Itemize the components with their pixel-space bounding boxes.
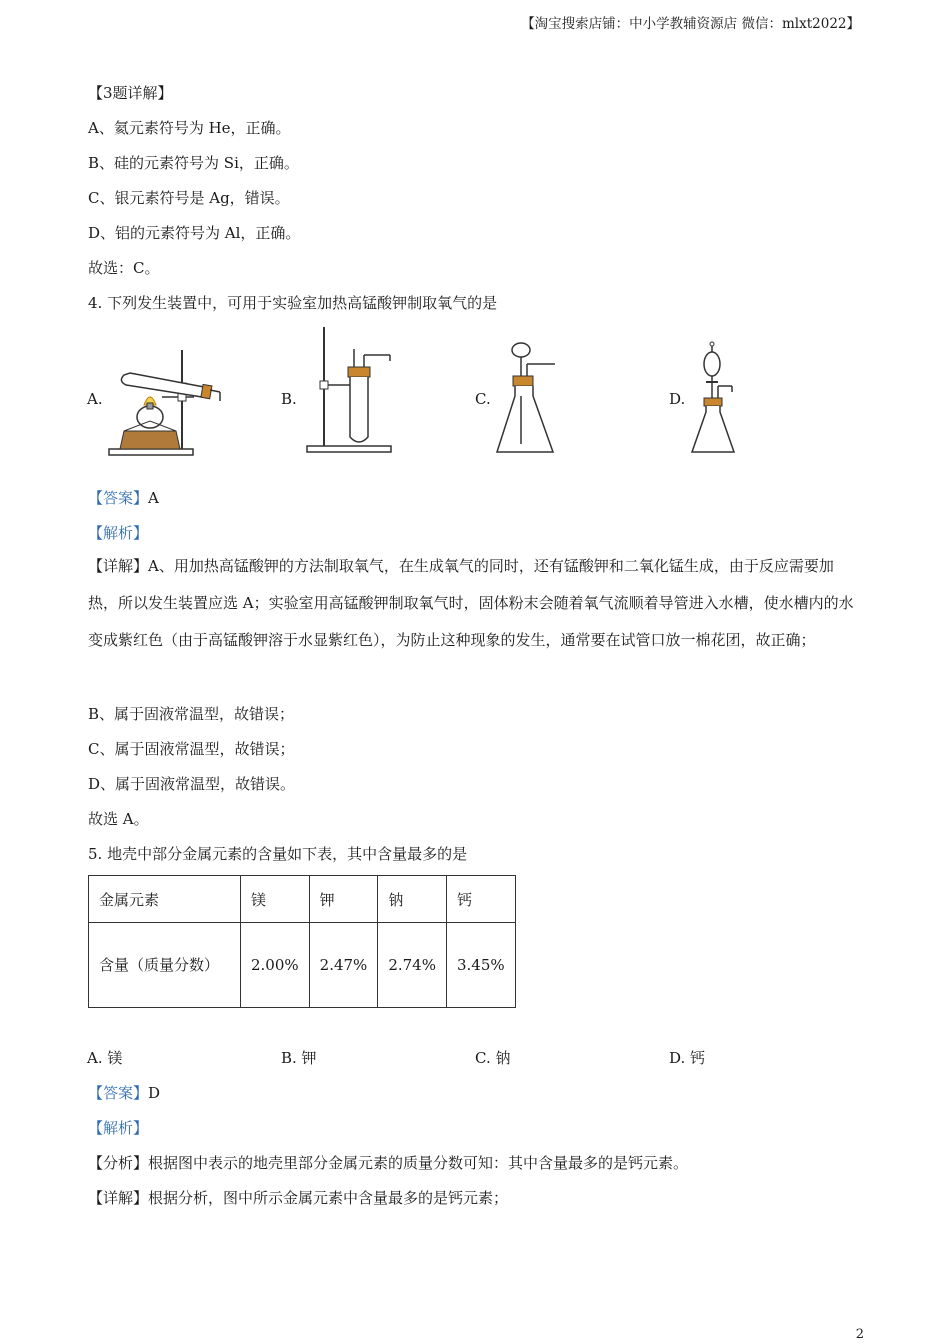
table-cell: 2.47%: [309, 923, 378, 1008]
table-header-cell: 镁: [241, 876, 310, 923]
table-header-cell: 金属元素: [89, 876, 241, 923]
q4-detail-paragraph: [88, 548, 860, 659]
q3-conclusion: 故选：C。: [88, 259, 160, 277]
table-cell: 3.45%: [446, 923, 515, 1008]
q4-option-c-label: C.: [475, 390, 491, 408]
apparatus-c-image: [493, 340, 563, 458]
q5-fenxi-text: 根据图中表示的地壳里部分金属元素的质量分数可知：其中含量最多的是钙元素。: [148, 1154, 689, 1172]
page-number: 2: [855, 1327, 864, 1342]
q4-option-d-label: D.: [669, 390, 686, 408]
q4-option-b-label: B.: [281, 390, 297, 408]
q4-line-c: C、属于固液常温型，故错误；: [88, 740, 295, 758]
table-row: [89, 876, 516, 923]
q5-option-a: A. 镁: [87, 1049, 123, 1067]
q4-detail-tag: 【详解】: [88, 557, 149, 575]
q4-conclusion: 故选 A。: [88, 810, 149, 828]
q5-option-d: D. 钙: [669, 1049, 706, 1067]
q5-option-c: C. 钠: [475, 1049, 511, 1067]
q4-line-d: D、属于固液常温型，故错误。: [88, 775, 296, 793]
table-header-cell: 钠: [378, 876, 447, 923]
q4-option-a-label: A.: [87, 390, 103, 408]
q5-analysis-tag: 【解析】: [88, 1119, 149, 1137]
table-header-cell: 钾: [309, 876, 378, 923]
q3-line-d: D、铝的元素符号为 Al，正确。: [88, 224, 301, 242]
metal-content-table: [88, 875, 516, 1008]
q5-fenxi-tag: 【分析】: [88, 1154, 149, 1172]
q5-detail-tag: 【详解】: [88, 1189, 149, 1207]
table-cell: 2.00%: [241, 923, 310, 1008]
q3-line-b: B、硅的元素符号为 Si，正确。: [88, 154, 299, 172]
page-header: 【淘宝搜索店铺：中小学教辅资源店 微信：mlxt2022】: [521, 16, 860, 32]
q4-line-b: B、属于固液常温型，故错误；: [88, 705, 295, 723]
q5-option-b: B. 钾: [281, 1049, 317, 1067]
apparatus-b-image: [302, 325, 402, 457]
q3-detail-title: 【3题详解】: [88, 84, 173, 102]
q5-answer-value: D: [148, 1084, 161, 1102]
q4-analysis-tag: 【解析】: [88, 524, 149, 542]
q4-answer-tag: 【答案】: [88, 489, 149, 507]
q4-answer-value: A: [148, 489, 159, 507]
q4-detail-text: A、用加热高锰酸钾的方法制取氧气，在生成氧气的同时，还有锰酸钾和二氧化锰生成，由于反应需要加热，所以发生装置应选 A；实验室用高锰酸钾制取氧气时，固体粉末会随着氧气流顺着导管进入水槽，使水槽内的水变成紫红色（由于高锰酸钾溶于水显紫红色），为防止这种现象的发生，通常要在试管口放一棉花团，故正确；: [88, 557, 854, 649]
q3-line-c: C、银元素符号是 Ag，错误。: [88, 189, 290, 207]
q3-line-a: A、氦元素符号为 He，正确。: [88, 119, 291, 137]
table-cell: 2.74%: [378, 923, 447, 1008]
table-row: [89, 923, 516, 1008]
table-header-cell: 钙: [446, 876, 515, 923]
apparatus-d-image: [688, 340, 748, 458]
q5-detail-text: 根据分析，图中所示金属元素中含量最多的是钙元素；: [148, 1189, 509, 1207]
apparatus-a-image: [104, 345, 224, 460]
q5-stem: 5. 地壳中部分金属元素的含量如下表，其中含量最多的是: [88, 845, 468, 863]
q5-answer-tag: 【答案】: [88, 1084, 149, 1102]
table-row-label: 含量（质量分数）: [89, 923, 241, 1008]
q4-stem: 4. 下列发生装置中，可用于实验室加热高锰酸钾制取氧气的是: [88, 294, 498, 312]
